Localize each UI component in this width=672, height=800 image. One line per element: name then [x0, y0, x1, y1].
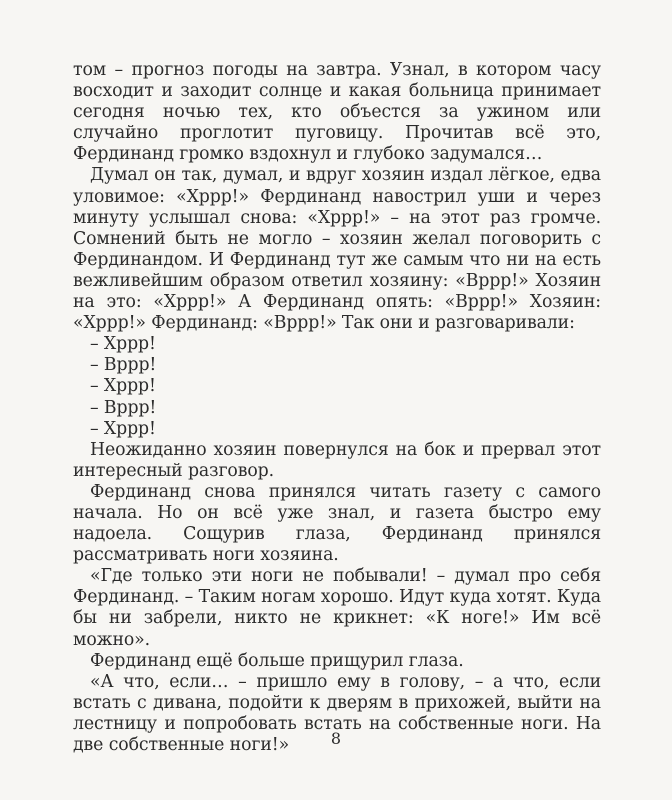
paragraph: том – прогноз погоды на завтра. Узнал, в котором часу восходит и заходит солнце и какая больница принимает сегодня ночью тех, кто объестся за ужином или случайно проглотит пуговицу. Прочитав всё это, Фердинанд громко вздохнул и глубоко задумался… — [73, 60, 601, 165]
dialogue-line: – Хррр! — [90, 334, 156, 355]
paragraph: Фердинанд ещё больше прищурил глаза. — [90, 650, 464, 671]
body-text — [73, 60, 601, 756]
paragraph: Думал он так, думал, и вдруг хозяин издал лёгкое, едва уловимое: «Хррр!» Фердинанд навострил уши и через минуту услышал снова: «Хррр!» – на этот раз громче. Сомнений быть не могло – хозяин желал поговорить с Фердинандом. И Фердинанд тут же самым что ни на есть вежливейшим образом ответил хозяину: «Вррр!» Хозяин на это: «Хррр!» А Фердинанд опять: «Вррр!» Хозяин: «Хррр!» Фердинанд: «Вррр!» Так они и разговаривали: — [73, 165, 601, 334]
paragraph: Фердинанд снова принялся читать газету с самого начала. Но он всё уже знал, и газета быстро ему надоела. Сощурив глаза, Фердинанд принялся рассматривать ноги хозяина. — [73, 481, 601, 566]
dialogue-line: – Вррр! — [90, 355, 157, 376]
dialogue-line: – Хррр! — [90, 376, 156, 397]
dialogue-line: – Хррр! — [90, 418, 156, 439]
dialogue-line: – Вррр! — [90, 397, 157, 418]
paragraph: Неожиданно хозяин повернулся на бок и прервал этот интересный разговор. — [73, 439, 601, 481]
paragraph: «Где только эти ноги не побывали! – думал про себя Фердинанд. – Таким ногам хорошо. Идут куда хотят. Куда бы ни забрели, никто не крикнет: «К ноге!» Им всё можно». — [73, 566, 601, 650]
paragraph: «А что, если… – пришло ему в голову, – а что, если встать с дивана, подойти к дверям в прихожей, выйти на лестницу и попробовать встать на собственные ноги. На две собственные ноги!» — [73, 671, 601, 755]
page-number: 8 — [330, 729, 342, 748]
